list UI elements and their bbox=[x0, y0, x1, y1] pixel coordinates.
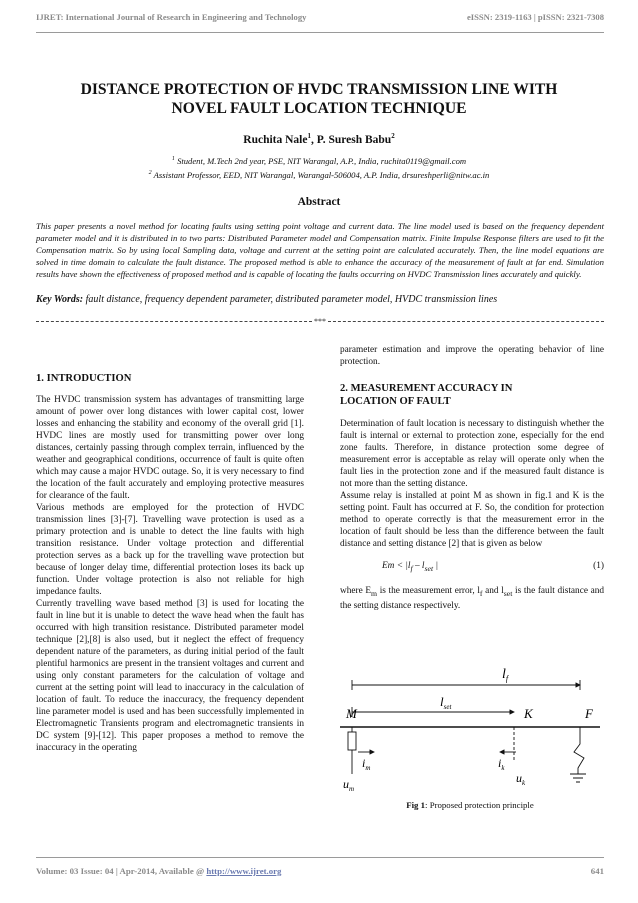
affiliation-2-sup: 2 bbox=[148, 170, 152, 177]
intro-heading: 1. INTRODUCTION bbox=[36, 373, 132, 384]
point-f-label: F bbox=[585, 706, 593, 721]
affiliation-2-text: Assistant Professor, EED, NIT Warangal, Warangal-506004, A.P. India, drsureshperli@nitw.ac.in bbox=[153, 170, 490, 180]
header-rule bbox=[36, 32, 604, 33]
um-label: $u_m$ bbox=[343, 777, 355, 793]
keywords-label: Key Words: bbox=[36, 294, 84, 305]
eq-sub-set: set bbox=[424, 563, 434, 573]
separator-line-left bbox=[36, 321, 312, 322]
section-2-heading-line-2: LOCATION OF FAULT bbox=[340, 396, 451, 407]
im-label: $i_m$ bbox=[362, 756, 371, 772]
lf-label: $l_f$ bbox=[502, 667, 509, 683]
affiliation-1-text: Student, M.Tech 2nd year, PSE, NIT Warangal, A.P., India, ruchita0119@gmail.com bbox=[177, 156, 467, 166]
intro-paragraph-3: Currently travelling wave based method [3] is used for locating the fault in line but it is unable to detect the wave head when the fault has occurred with high transition resistance. Distributed parameter model technique [2],[8] is also used, but it neglect the effect of frequency dependent nature of the parameters, as during initial period of the fault plentiful harmonics are present in the transient voltages and current and using only constant parameters for the calculation of voltage and current at the setting point will lead to inaccuracy in the calculation of location of fault. To reduce the inaccuracy, the frequency dependent line parameter model is used and has been successfully implemented in Electromagnetic Transients program and electromagnetic transients in DC system [9]-[12]. This paper proposes a method to remove the inaccuracy in the operating bbox=[36, 599, 304, 753]
title-line-1: DISTANCE PROTECTION OF HVDC TRANSMISSION LINE WITH bbox=[80, 81, 558, 98]
section-2-paragraph-3 bbox=[340, 585, 604, 612]
equation-expression bbox=[382, 560, 438, 575]
protection-principle-figure bbox=[340, 652, 600, 810]
figure-caption bbox=[335, 800, 605, 810]
spacer bbox=[36, 385, 304, 394]
affiliation-1-sup: 1 bbox=[171, 156, 175, 163]
equation-number: (1) bbox=[593, 561, 604, 571]
equation-1 bbox=[340, 560, 604, 575]
p3-sub-m: m bbox=[371, 588, 378, 598]
keywords bbox=[36, 294, 604, 305]
separator-line-right bbox=[328, 321, 604, 322]
author-2: P. Suresh Babu bbox=[316, 133, 392, 146]
p3-sub-set: set bbox=[503, 588, 513, 598]
author-1-sup: 1 bbox=[307, 132, 311, 140]
eq-sub-f: f bbox=[410, 563, 413, 573]
author-1: Ruchita Nale bbox=[243, 133, 308, 146]
point-m-label: M bbox=[346, 706, 357, 721]
eq-end: | bbox=[433, 561, 439, 571]
figure-caption-text: : Proposed protection principle bbox=[425, 800, 534, 810]
p3-a: where E bbox=[340, 585, 372, 596]
footer-volume bbox=[36, 866, 281, 876]
right-column bbox=[340, 344, 604, 612]
intro-paragraph-1: The HVDC transmission system has advantages of transmitting large amount of power over long distances with lower capital cost, lower losses and enhancing the stability and economy of the overall grid [1]. HVDC lines are mostly used for transmitting power over long distances, certainly passing through complex terrain, influenced by the weather and geographical conditions, occurrence of fault is quite often which may cause a major HVDC outage. So, it is very necessary to find the location of the fault accurately and employing protective measures for clearance of the fault. bbox=[36, 395, 304, 501]
footer-link[interactable]: http://www.ijret.org bbox=[206, 866, 282, 876]
intro-paragraph-2: Various methods are employed for the protection of HVDC transmission lines [3]-[7]. Travelling wave protection is used as a primary protection and is unable to detect the line faults with high transition resistance. Under voltage protection and differential protection serves as a back up for the travelling wave protection but because of longer delay time, differential protection loses its back up function. Under voltage protection is also not reliable for high impedance faults. bbox=[36, 503, 304, 597]
continued-paragraph: parameter estimation and improve the operating behavior of line protection. bbox=[340, 345, 604, 367]
lset-label: $l_{set}$ bbox=[440, 694, 452, 711]
spacer bbox=[340, 368, 604, 382]
section-2-paragraph-1: Determination of fault location is necessary to distinguish whether the fault is internal or external to protection zone, especially for the end zone faults. Therefore, in distance protection some degree of measurement error is acceptable as relay will operate only when the fault lies in the protection zone and if the measured fault distance is not more than the setting distance. bbox=[340, 419, 604, 489]
p3-b: is the measurement error, l bbox=[377, 585, 480, 596]
section-2-heading-line-1: 2. MEASUREMENT ACCURACY IN bbox=[340, 383, 513, 394]
separator-stars: *** bbox=[314, 317, 326, 326]
section-2-paragraph-2: Assume relay is installed at point M as shown in fig.1 and K is the setting point. Fault has occurred at F. So, the condition for protection method to operate correctly is that the measurement error in the location of fault should be less than the difference between the fault distance and setting distance [2] that is given as below bbox=[340, 491, 604, 549]
running-header bbox=[36, 12, 604, 22]
fault-bolt bbox=[574, 727, 584, 774]
keywords-text: fault distance, frequency dependent parameter, distributed parameter model, HVDC transmission lines bbox=[83, 294, 498, 305]
eq-dash: – l bbox=[412, 561, 425, 571]
page-number: 641 bbox=[590, 866, 604, 876]
author-sep: , bbox=[310, 133, 317, 146]
footer-volume-text: Volume: 03 Issue: 04 | Apr-2014, Available @ bbox=[36, 866, 207, 876]
figure-caption-label: Fig 1 bbox=[406, 800, 426, 810]
left-column bbox=[36, 372, 304, 754]
point-k-label: K bbox=[524, 706, 533, 721]
spacer bbox=[340, 408, 604, 418]
spacer bbox=[340, 575, 604, 585]
issn: eISSN: 2319-1163 | pISSN: 2321-7308 bbox=[466, 12, 604, 22]
section-separator bbox=[36, 317, 604, 326]
title-line-2: NOVEL FAULT LOCATION TECHNIQUE bbox=[171, 100, 467, 117]
uk-label: $u_k$ bbox=[516, 771, 526, 787]
p3-sub-f: f bbox=[479, 588, 483, 598]
abstract-heading: Abstract bbox=[297, 196, 341, 208]
p3-c: and l bbox=[482, 585, 504, 596]
eq-mid: < |l bbox=[394, 561, 411, 571]
author-2-sup: 2 bbox=[391, 132, 395, 140]
abstract-text: This paper presents a novel method for locating faults using setting point voltage and current data. The line model used is based on the frequency dependent parameter model and it is distributed in to two parts: Distributed Parameter model and Compensation matrix. Finite Impulse Response filters are used to fit the Compensation matrix. So by using local Sampling data, voltage and current at the setting point are calculated accurately. Then, the line model equations are solved in time domain to calculate the fault distance. The proposed method is able to enhance the accuracy of the measurement of fault at far end. Simulation results have shown the effectiveness of proposed method and is capable of locating the faults occurring on HVDC Transmission lines accurately and quickly. bbox=[36, 221, 604, 279]
authors bbox=[0, 132, 638, 146]
relay-box bbox=[348, 732, 356, 750]
footer-rule bbox=[36, 857, 604, 858]
paper-title bbox=[40, 80, 598, 118]
p3-d: is the fault distance and the setting distance respectively. bbox=[340, 585, 605, 611]
ik-label: $i_k$ bbox=[498, 756, 505, 772]
affiliation-2 bbox=[0, 170, 638, 180]
running-footer bbox=[36, 866, 604, 876]
spacer bbox=[340, 550, 604, 560]
journal-name: IJRET: International Journal of Research in Engineering and Technology bbox=[36, 12, 307, 22]
affiliation-1 bbox=[0, 156, 638, 166]
eq-lhs: Em bbox=[382, 561, 395, 571]
